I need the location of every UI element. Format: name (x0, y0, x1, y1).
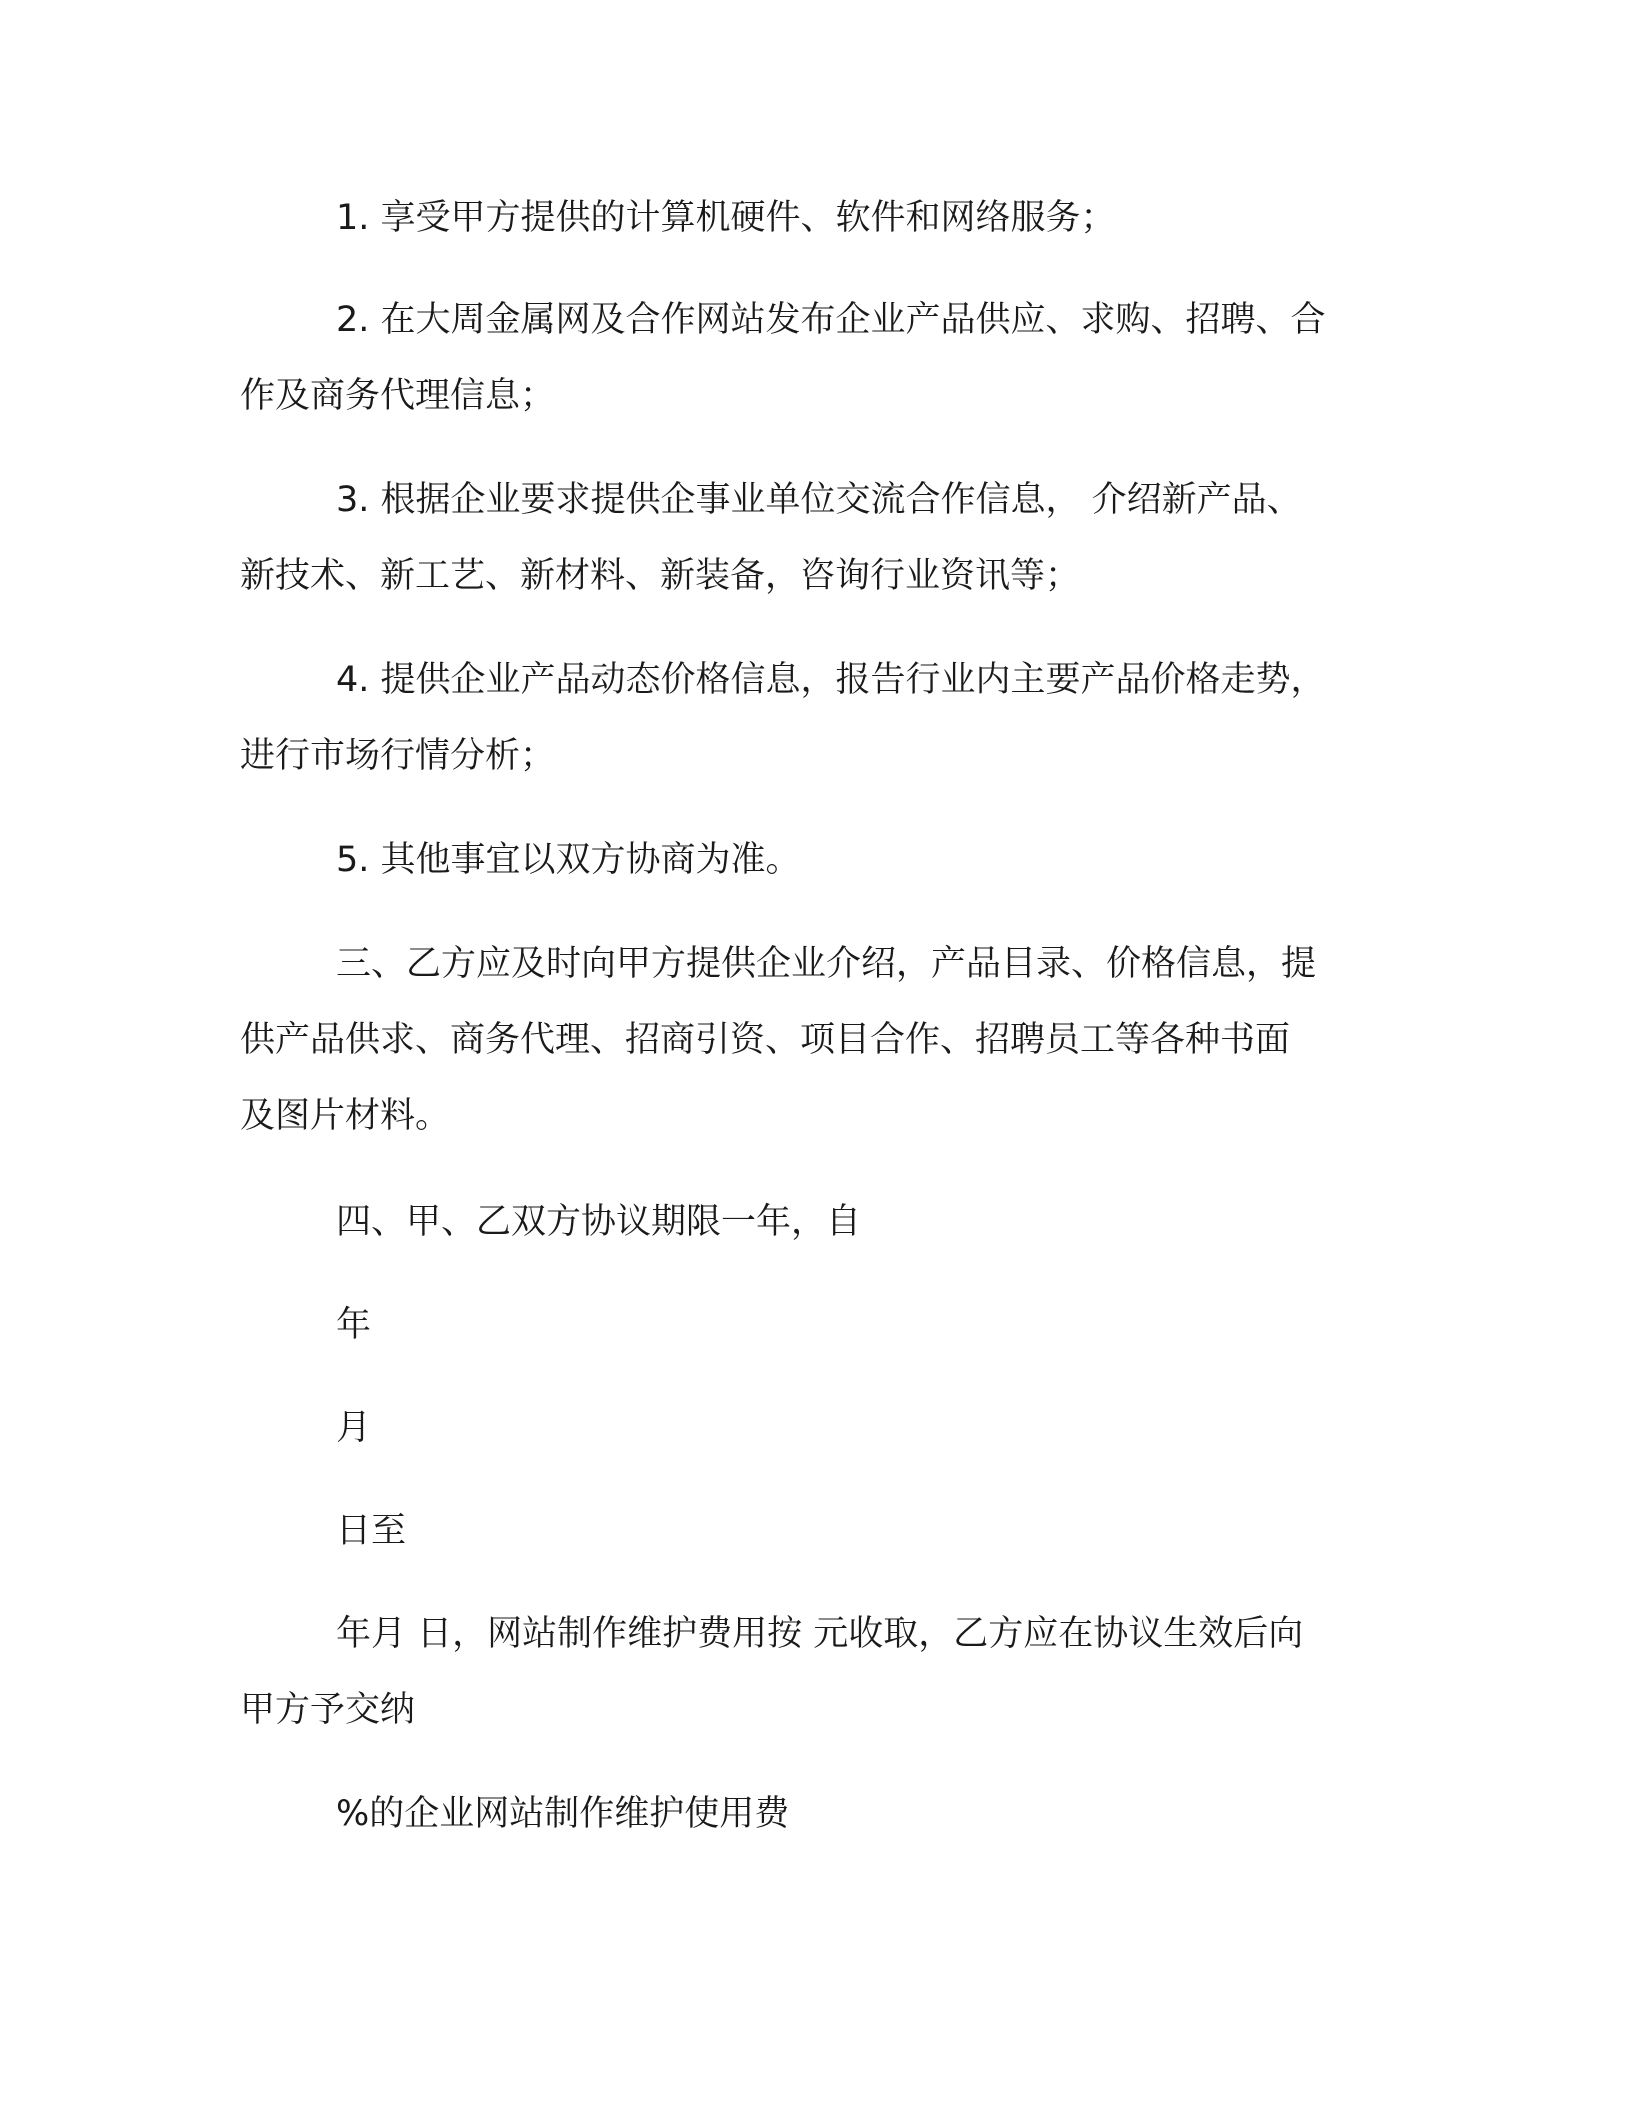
text-line: %的企业网站制作维护使用费 (336, 1794, 790, 1834)
text-line: 2. 在大周金属网及合作网站发布企业产品供应、求购、招聘、合 (336, 300, 1326, 340)
text-line: 进行市场行情分析； (240, 736, 556, 776)
text-line: 年月 日，网站制作维护费用按 元收取，乙方应在协议生效后向 (336, 1614, 1304, 1654)
paragraph-section-4 (240, 1184, 1390, 1260)
paragraph-section-3 (240, 926, 1390, 1154)
paragraph-year (240, 1287, 1390, 1363)
text-line: 年 (336, 1305, 372, 1345)
text-line: 供产品供求、商务代理、招商引资、项目合作、招聘员工等各种书面 (240, 1020, 1291, 1060)
paragraph-item-1 (240, 180, 1390, 256)
text-line: 及图片材料。 (240, 1096, 451, 1136)
text-line: 日至 (336, 1511, 407, 1551)
text-line: 三、乙方应及时向甲方提供企业介绍，产品目录、价格信息，提 (336, 944, 1317, 984)
text-line: 作及商务代理信息； (240, 376, 556, 416)
paragraph-item-2 (240, 282, 1390, 434)
paragraph-percent-fee (240, 1776, 1390, 1852)
text-line: 甲方予交纳 (240, 1690, 416, 1730)
text-line: 4. 提供企业产品动态价格信息，报告行业内主要产品价格走势， (336, 660, 1326, 700)
text-line: 四、甲、乙双方协议期限一年，自 (336, 1202, 862, 1242)
text-line: 月 (336, 1408, 372, 1448)
text-line: 5. 其他事宜以双方协商为准。 (336, 840, 801, 880)
paragraph-item-4 (240, 642, 1390, 794)
text-line: 1. 享受甲方提供的计算机硬件、软件和网络服务； (336, 198, 1116, 238)
paragraph-item-3 (240, 462, 1390, 614)
paragraph-day-to (240, 1493, 1390, 1569)
paragraph-fee (240, 1596, 1390, 1748)
text-line: 新技术、新工艺、新材料、新装备，咨询行业资讯等； (240, 556, 1081, 596)
paragraph-month (240, 1390, 1390, 1466)
paragraph-item-5 (240, 822, 1390, 898)
text-line: 3. 根据企业要求提供企事业单位交流合作信息， 介绍新产品、 (336, 480, 1302, 520)
